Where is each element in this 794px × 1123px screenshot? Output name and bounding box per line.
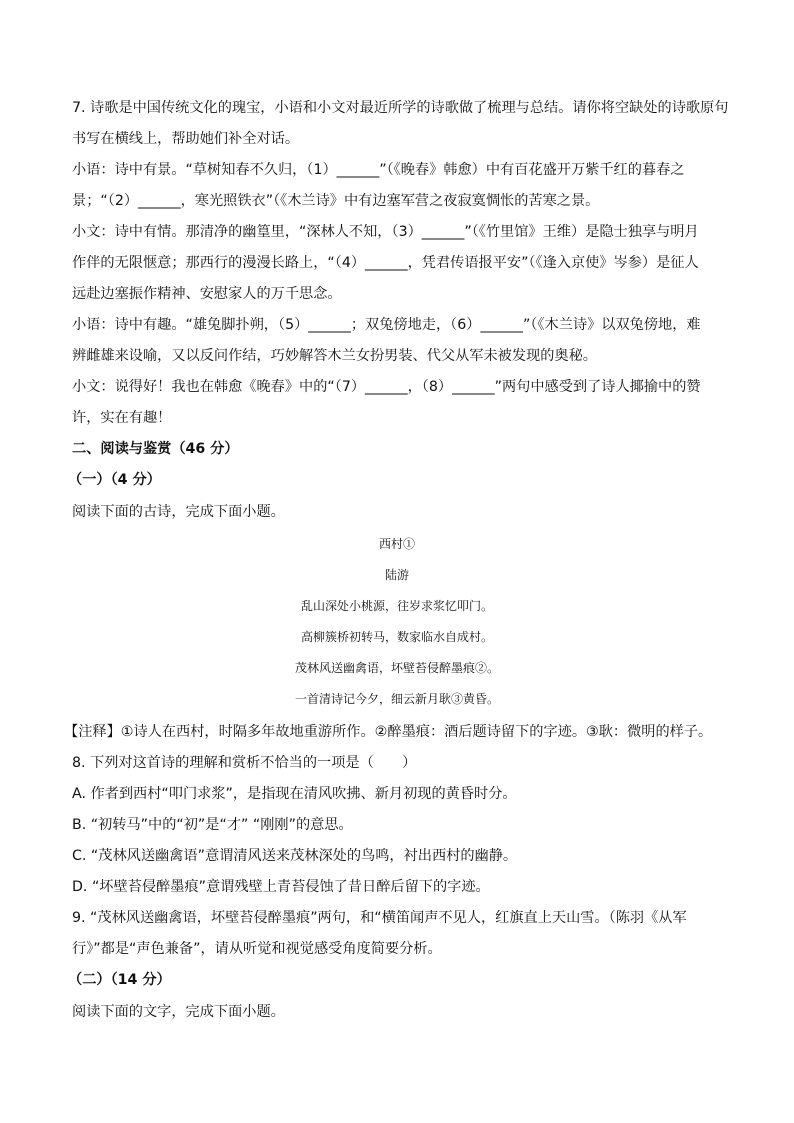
q8-option-d: D. “坏壁苔侵醉墨痕”意谓残壁上青苔侵蚀了昔日醉后留下的字迹。	[72, 879, 490, 895]
q9-line-2: 行》”都是“声色兼备”，请从听觉和视觉感受角度简要分析。	[72, 941, 442, 957]
section-title: 二、阅读与鉴赏（46 分）	[72, 441, 239, 457]
part1-title: （一）（4 分）	[68, 472, 161, 488]
q7-line-2: 书写在横线上，帮助她们补全对话。	[72, 131, 300, 147]
q7-line-4: 景；“（2）______，寒光照铁衣”（《木兰诗》中有边塞军营之夜寂寞惆怅的苦寒之景。	[72, 193, 600, 209]
q7-line-7: 远赴边塞振作精神、安慰家人的万千思念。	[72, 286, 342, 302]
q8-option-b: B. “初转马”中的“初”是“才” “刚刚”的意思。	[72, 817, 353, 833]
poem-line-4: 一首清诗记今夕，细云新月耿③黄昏。	[294, 692, 499, 706]
poem-line-2: 高柳簇桥初转马，数家临水自成村。	[300, 630, 493, 644]
q7-line-6: 作伴的无限惬意；那西行的漫漫长路上，“（4）______，凭君传语报平安”（《逢入京使》岑参）是征人	[72, 255, 699, 271]
q7-line-10: 小文：说得好！我也在韩愈《晚春》中的“（7）______，（8）______”两句中感受到了诗人揶揄中的赞	[72, 379, 701, 395]
part1-instruction: 阅读下面的古诗，完成下面小题。	[72, 504, 285, 520]
poem-line-1: 乱山深处小桃源，往岁求浆忆叩门。	[300, 599, 493, 613]
q7-line-11: 许，实在有趣！	[72, 410, 172, 426]
part2-title: （二）（14 分）	[68, 972, 171, 988]
q8-option-c: C. “茂林风送幽禽语”意谓清风送来茂林深处的鸟鸣，衬出西村的幽静。	[72, 848, 518, 864]
poem-author: 陆游	[384, 568, 409, 582]
q7-line-1: 7. 诗歌是中国传统文化的瑰宝，小语和小文对最近所学的诗歌做了梳理与总结。请你将空缺处的诗歌原句	[72, 100, 729, 116]
q8-stem: 8. 下列对这首诗的理解和赏析不恰当的一项是（ ）	[72, 755, 417, 771]
q7-line-8: 小语：诗中有趣。“雄兔脚扑朔，（5）______；双兔傍地走，（6）______”（《木兰诗》以双兔傍地，难	[72, 317, 701, 333]
q9-line-1: 9. “茂林风送幽禽语，坏壁苔侵醉墨痕”两句，和“横笛闻声不见人，红旗直上天山雪。（陈羽《从军	[72, 910, 687, 926]
poem-title: 西村①	[378, 537, 415, 551]
poem-line-3: 茂林风送幽禽语，坏壁苔侵醉墨痕②。	[294, 661, 499, 675]
part2-instruction: 阅读下面的文字，完成下面小题。	[72, 1004, 285, 1020]
annotation-note: 【注释】①诗人在西村，时隔多年故地重游所作。②醉墨痕：酒后题诗留下的字迹。③耿：微明的样子。	[64, 724, 713, 740]
q7-line-5: 小文：诗中有情。那清净的幽篁里，“深林人不知，（3）______”（《竹里馆》王维）是隐士独享与明月	[72, 224, 699, 240]
q8-option-a: A. 作者到西村“叩门求浆”，是指现在清风吹拂、新月初现的黄昏时分。	[72, 786, 517, 802]
q7-line-3: 小语：诗中有景。“草树知春不久归，（1）______”（《晚春》韩愈）中有百花盛开万紫千红的暮春之	[72, 162, 685, 178]
q7-line-9: 辨雌雄来设喻，又以反问作结，巧妙解答木兰女扮男装、代父从军未被发现的奥秘。	[72, 348, 597, 364]
